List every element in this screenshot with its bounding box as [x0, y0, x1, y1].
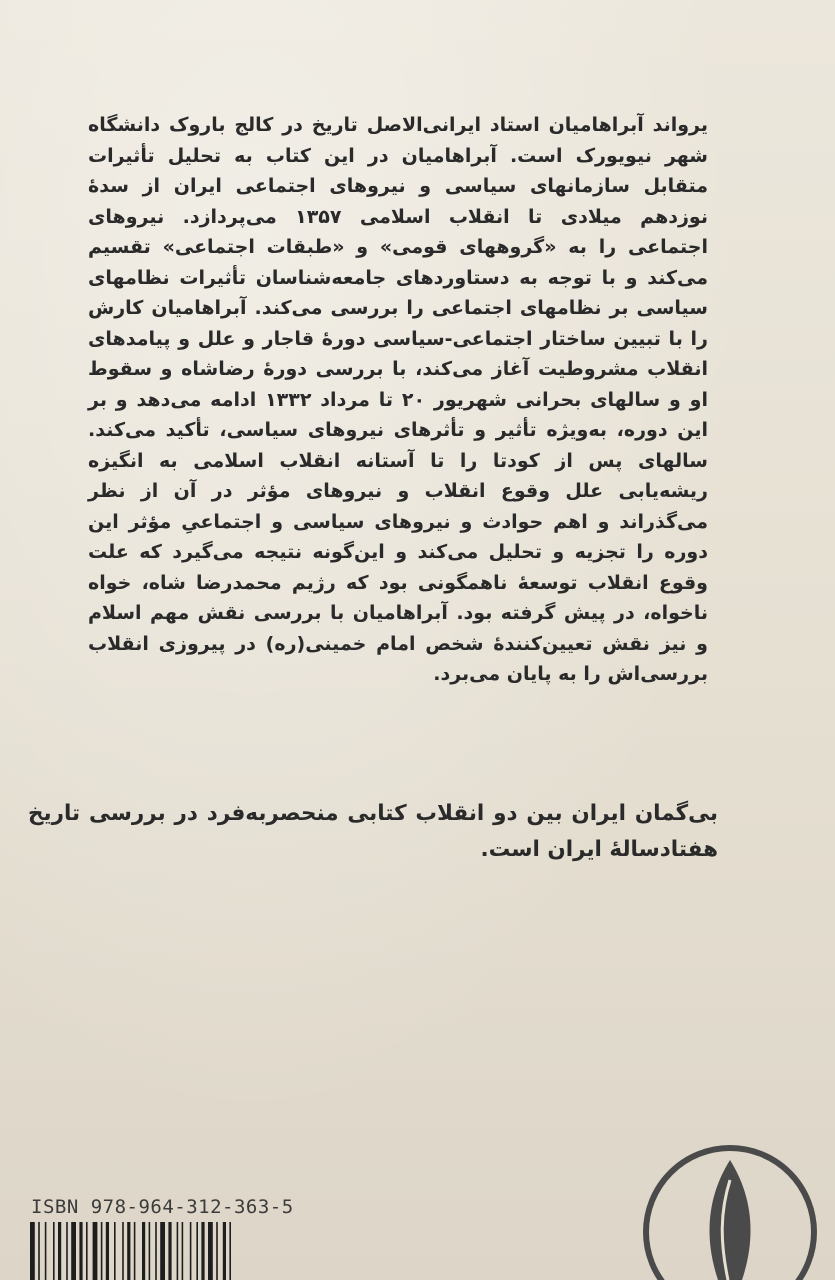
publisher-logo-icon [640, 1132, 820, 1280]
barcode-bar [114, 1222, 116, 1280]
barcode-bar [101, 1222, 103, 1280]
barcode-bar [149, 1222, 151, 1280]
blurb-paragraph-1: یرواند آبراهامیان استاد ایرانی‌الاصل تاریخ در کالج باروک دانشگاه شهر نیویورک است. آبراهامیان در این کتاب به تحلیل تأثیرات متقابل سازمانهای سیاسی و نیروهای اجتماعی ایران از سدهٔ نوزدهم میلادی تا انقلاب اسلامی ۱۳۵۷ می‌پردازد. نیروهای اجتماعی را به «گروههای قومی» و «طبقات اجتماعی» تقسیم می‌کند و با توجه به دستاوردهای جامعه‌شناسان تأثیرات نظامهای سیاسی بر نظامهای اجتماعی را بررسی می‌کند. آبراهامیان کارش را با تبیین ساختار اجتماعی-سیاسی دورهٔ قاجار و علل و پیامدهای انقلاب مشروطیت آغاز می‌کند، با بررسی دورهٔ رضاشاه و سقوط او و سالهای بحرانی شهریور ۲۰ تا مرداد ۱۳۳۲ ادامه می‌دهد و بر این دوره، به‌ویژه تأثیر و تأثرهای نیروهای سیاسی، تأکید می‌کند. سالهای پس از کودتا را تا آستانه انقلاب اسلامی به انگیزه ریشه‌یابی علل وقوع انقلاب و نیروهای مؤثر در آن از نظر می‌گذراند و اهم حوادث و نیروهای سیاسی و اجتماعیِ مؤثر این دوره را تجزیه و تحلیل می‌کند و این‌گونه نتیجه می‌گیرد که علت وقوع انقلاب توسعهٔ ناهمگونی بود که رژیم محمدرضا شاه، خواه ناخواه، در پیش گرفته بود. آبراهامیان با بررسی نقش مهم اسلام و نیز نقش تعیین‌کنندهٔ شخص امام خمینی(ره) در پیروزی انقلاب بررسی‌اش را به پایان می‌برد. [88, 114, 708, 685]
barcode-bar [134, 1222, 136, 1280]
barcode-bar [142, 1222, 145, 1280]
barcode-bar [177, 1222, 179, 1280]
barcode-bar [71, 1222, 76, 1280]
barcode-bar [155, 1222, 157, 1280]
barcode-bar [168, 1222, 171, 1280]
barcode-bar [30, 1222, 35, 1280]
barcode-bar [216, 1222, 218, 1280]
barcode-bar [58, 1222, 61, 1280]
barcode-bar [190, 1222, 192, 1280]
isbn-number: ISBN 978-964-312-363-5 [31, 1196, 294, 1218]
barcode-bar [223, 1222, 226, 1280]
barcode-bar [201, 1222, 204, 1280]
barcode-bar [127, 1222, 130, 1280]
barcode-bar [86, 1222, 88, 1280]
barcode-bar [122, 1222, 124, 1280]
barcode-bar [93, 1222, 98, 1280]
barcode-bar [79, 1222, 82, 1280]
barcode-bar [66, 1222, 68, 1280]
blurb-paragraph-2: بی‌گمان ایران بین دو انقلاب کتابی منحصربه‌فرد در بررسی تاریخ هفتادسالهٔ ایران است. [28, 801, 718, 862]
barcode-bar [196, 1222, 198, 1280]
barcode-bar [106, 1222, 109, 1280]
blurb-text [28, 110, 718, 862]
barcode-bar [208, 1222, 213, 1280]
barcode-bar [53, 1222, 55, 1280]
barcode-bar [38, 1222, 40, 1280]
barcode-bar [160, 1222, 165, 1280]
barcode-bar [182, 1222, 184, 1280]
barcode [28, 1222, 290, 1280]
barcode-bar [229, 1222, 231, 1280]
barcode-bar [45, 1222, 47, 1280]
